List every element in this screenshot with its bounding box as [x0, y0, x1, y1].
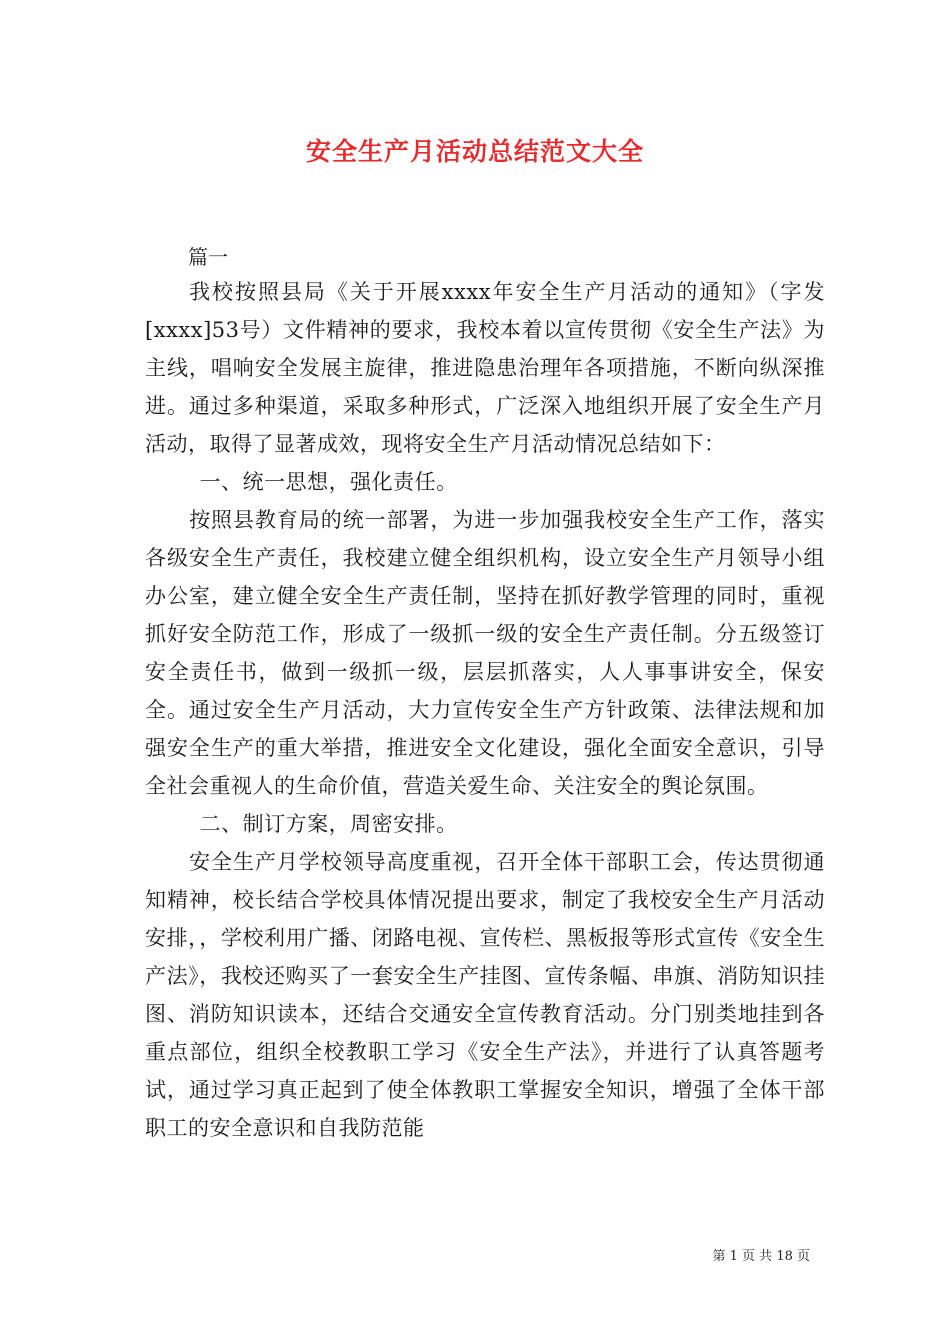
document-body: [145, 273, 825, 1147]
paragraph-plan: 安全生产月学校领导高度重视，召开全体干部职工会，传达贯彻通知精神，校长结合学校具体情况提出要求，制定了我校安全生产月活动安排，，学校利用广播、闭路电视、宣传栏、黑板报等形式宣传《安全生产法》，我校还购买了一套安全生产挂图、宣传条幅、串旗、消防知识挂图、消防知识读本，还结合交通安全宣传教育活动。分门别类地挂到各重点部位，组织全校教职工学习《安全生产法》，并进行了认真答题考试，通过学习真正起到了使全体教职工掌握安全知识，增强了全体干部职工的安全意识和自我防范能: [145, 850, 825, 1140]
paragraph-responsibility: 按照县教育局的统一部署，为进一步加强我校安全生产工作，落实各级安全生产责任，我校建立健全组织机构，设立安全生产月领导小组办公室，建立健全安全生产责任制，坚持在抓好教学管理的同时，重视抓好安全防范工作，形成了一级抓一级的安全生产责任制。分五级签订安全责任书，做到一级抓一级，层层抓落实，人人事事讲安全，保安全。通过安全生产月活动，大力宣传安全生产方针政策、法律法规和加强安全生产的重大举措，推进安全文化建设，强化全面安全意识，引导全社会重视人的生命价值，营造关爱生命、关注安全的舆论氛围。: [145, 508, 825, 798]
paragraph-intro: 我校按照县局《关于开展xxxx年安全生产月活动的通知》（字发[xxxx]53号）文件精神的要求，我校本着以宣传贯彻《安全生产法》为主线，唱响安全发展主旋律，推进隐患治理年各项措施，不断向纵深推进。通过多种渠道，采取多种形式，广泛深入地组织开展了安全生产月活动，取得了显著成效，现将安全生产月活动情况总结如下：: [145, 280, 825, 456]
heading-plan-arrangement: 二、制订方案，周密安排。: [199, 812, 458, 836]
page-number-footer: 第 1 页 共 18 页: [712, 1249, 810, 1264]
heading-unify-thinking: 一、统一思想，强化责任。: [199, 470, 458, 494]
document-title: 安全生产月活动总结范文大全: [305, 137, 644, 166]
section-label: 篇一: [188, 245, 228, 269]
